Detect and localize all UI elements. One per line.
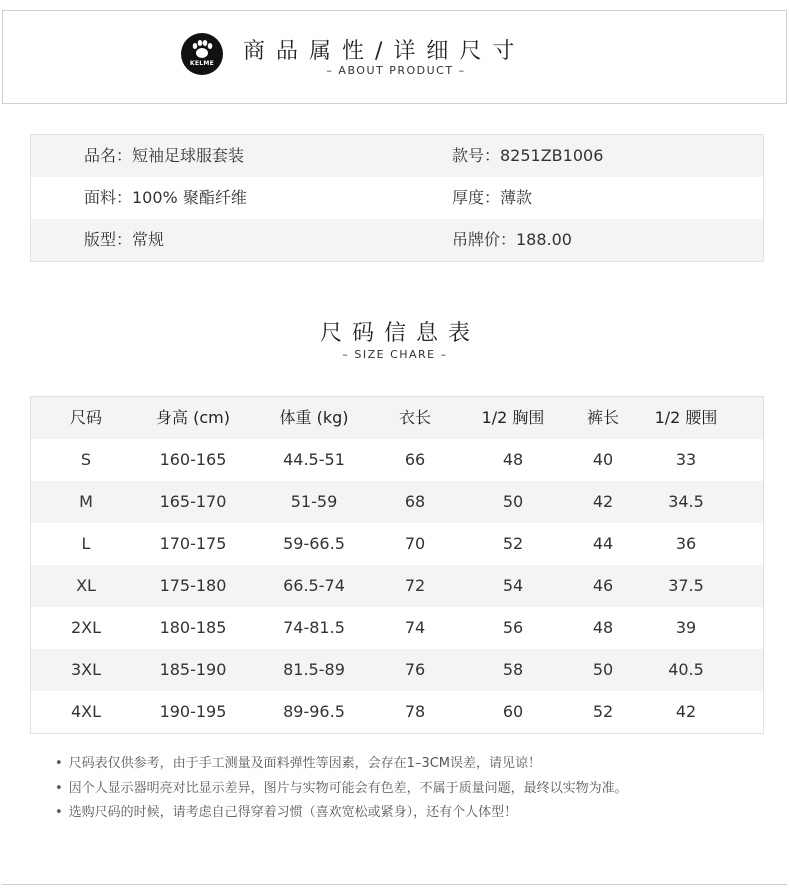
table-cell: 46 bbox=[592, 576, 614, 595]
table-cell: L bbox=[81, 534, 91, 553]
table-cell: 51-59 bbox=[290, 492, 338, 511]
table-row bbox=[31, 691, 763, 733]
table-cell: 56 bbox=[502, 618, 524, 637]
attribute-price: 吊牌价：188.00 bbox=[452, 230, 572, 249]
table-cell: 52 bbox=[592, 702, 614, 721]
brand-logo bbox=[181, 33, 223, 75]
bullet-dot-icon: • bbox=[55, 805, 63, 820]
note-item bbox=[55, 777, 775, 802]
paw-logo-icon bbox=[181, 33, 223, 75]
table-cell: 190-195 bbox=[159, 702, 227, 721]
table-cell: 180-185 bbox=[159, 618, 227, 637]
table-cell: 170-175 bbox=[159, 534, 227, 553]
table-cell: S bbox=[80, 450, 92, 469]
notes-list bbox=[55, 752, 775, 826]
column-header: 尺码 bbox=[69, 408, 102, 427]
table-cell: 50 bbox=[502, 492, 524, 511]
size-section-title: 尺码信息表 bbox=[319, 321, 480, 346]
logo-text: KELME bbox=[189, 60, 215, 67]
table-cell: 33 bbox=[675, 450, 697, 469]
table-cell: 66.5-74 bbox=[283, 576, 345, 595]
note-text: 尺码表仅供参考，由于手工测量及面料弹性等因素，会存在1–3CM误差，请见谅！ bbox=[68, 756, 542, 771]
note-item bbox=[55, 801, 775, 826]
table-cell: 81.5-89 bbox=[283, 660, 345, 679]
table-cell: 44.5-51 bbox=[283, 450, 345, 469]
column-header: 体重 (kg) bbox=[279, 408, 349, 427]
attribute-table bbox=[30, 134, 764, 262]
table-cell: 39 bbox=[675, 618, 697, 637]
attribute-row bbox=[31, 219, 763, 261]
table-cell: 160-165 bbox=[159, 450, 227, 469]
bullet-dot-icon: • bbox=[55, 756, 63, 771]
table-cell: 66 bbox=[404, 450, 426, 469]
table-cell: 42 bbox=[675, 702, 697, 721]
table-cell: 42 bbox=[592, 492, 614, 511]
table-cell: 74-81.5 bbox=[283, 618, 345, 637]
table-cell: 58 bbox=[502, 660, 524, 679]
table-cell: 2XL bbox=[70, 618, 102, 637]
table-cell: 72 bbox=[404, 576, 426, 595]
table-cell: M bbox=[79, 492, 93, 511]
attribute-fit: 版型：常规 bbox=[84, 230, 165, 249]
table-cell: 34.5 bbox=[668, 492, 704, 511]
table-cell: 74 bbox=[404, 618, 426, 637]
attribute-code: 款号：8251ZB1006 bbox=[452, 146, 604, 165]
attribute-row bbox=[31, 135, 763, 177]
table-row bbox=[31, 481, 763, 523]
footer-divider bbox=[2, 884, 787, 885]
size-table bbox=[30, 396, 764, 734]
attribute-row bbox=[31, 177, 763, 219]
table-cell: 50 bbox=[592, 660, 614, 679]
table-row bbox=[31, 565, 763, 607]
table-cell: 48 bbox=[502, 450, 524, 469]
table-cell: 78 bbox=[404, 702, 426, 721]
table-cell: 59-66.5 bbox=[283, 534, 345, 553]
table-cell: 68 bbox=[404, 492, 426, 511]
column-header: 衣长 bbox=[398, 408, 431, 427]
attribute-fabric: 面料：100% 聚酯纤维 bbox=[84, 188, 247, 207]
table-cell: 76 bbox=[404, 660, 426, 679]
size-section-subtitle: – SIZE CHARE – bbox=[342, 348, 448, 361]
column-header: 身高 (cm) bbox=[156, 408, 230, 427]
table-cell: 40.5 bbox=[668, 660, 704, 679]
table-cell: 54 bbox=[502, 576, 524, 595]
column-header: 1/2 胸围 bbox=[481, 408, 545, 427]
note-text: 选购尺码的时候，请考虑自己得穿着习惯（喜欢宽松或紧身），还有个人体型！ bbox=[68, 805, 518, 820]
note-item bbox=[55, 752, 775, 777]
page-title: 商品属性/详细尺寸 bbox=[243, 39, 526, 64]
table-cell: 37.5 bbox=[668, 576, 704, 595]
table-cell: XL bbox=[76, 576, 96, 595]
note-text: 因个人显示器明亮对比显示差异，图片与实物可能会有色差，不属于质量问题，最终以实物为准。 bbox=[68, 780, 628, 796]
table-cell: 175-180 bbox=[159, 576, 227, 595]
table-cell: 4XL bbox=[70, 702, 102, 721]
table-cell: 3XL bbox=[70, 660, 102, 679]
attribute-name: 品名：短袖足球服套装 bbox=[84, 146, 245, 165]
page-subtitle: – ABOUT PRODUCT – bbox=[326, 64, 466, 77]
column-header: 裤长 bbox=[586, 408, 619, 427]
table-row bbox=[31, 523, 763, 565]
table-cell: 52 bbox=[502, 534, 524, 553]
table-cell: 44 bbox=[592, 534, 614, 553]
table-row bbox=[31, 439, 763, 481]
table-row bbox=[31, 649, 763, 691]
table-cell: 48 bbox=[592, 618, 614, 637]
table-cell: 89-96.5 bbox=[283, 702, 345, 721]
attribute-thickness: 厚度：薄款 bbox=[452, 188, 533, 207]
table-cell: 36 bbox=[675, 534, 697, 553]
size-table-header bbox=[31, 397, 763, 439]
table-cell: 185-190 bbox=[159, 660, 227, 679]
table-cell: 60 bbox=[502, 702, 524, 721]
table-cell: 70 bbox=[404, 534, 426, 553]
table-row bbox=[31, 607, 763, 649]
table-cell: 40 bbox=[592, 450, 614, 469]
column-header: 1/2 腰围 bbox=[654, 408, 718, 427]
table-cell: 165-170 bbox=[159, 492, 227, 511]
bullet-dot-icon: • bbox=[55, 780, 63, 796]
